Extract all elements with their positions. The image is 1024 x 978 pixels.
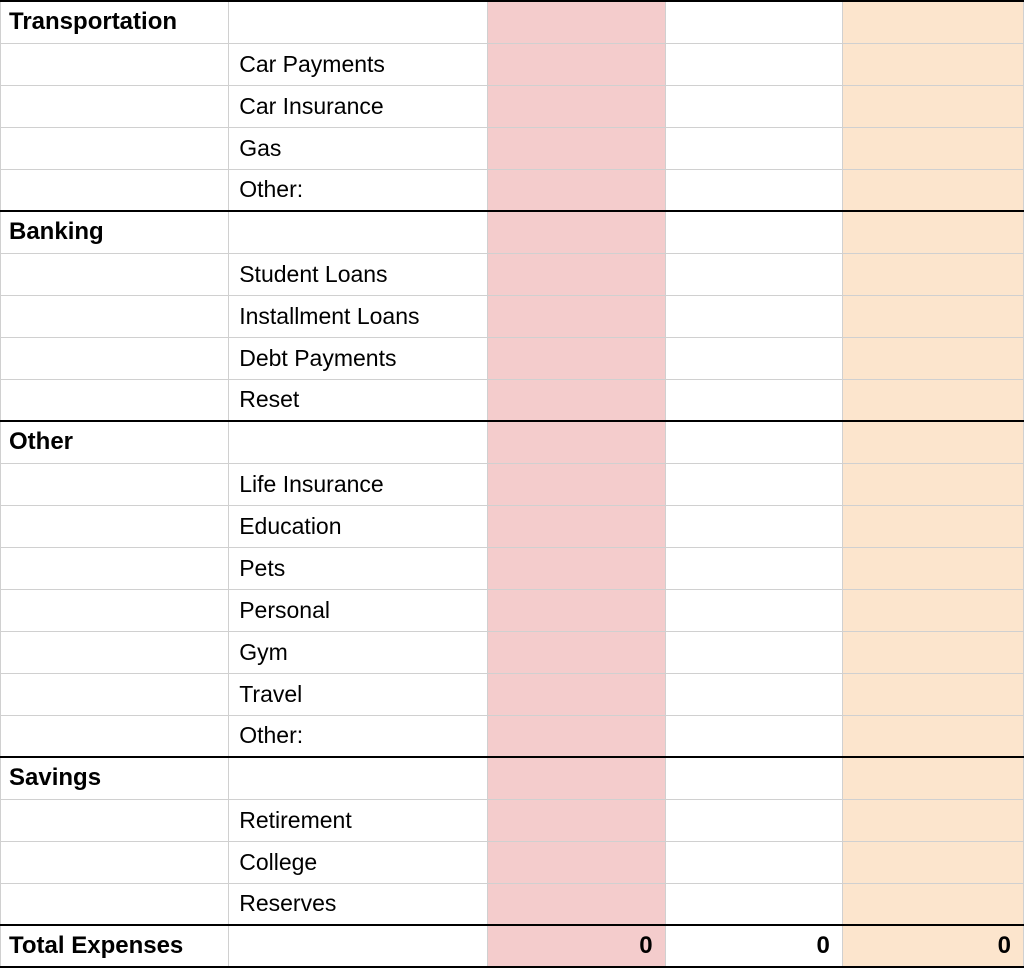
item-label-cell[interactable]: Car Insurance: [229, 85, 488, 127]
empty-category-cell[interactable]: [1, 883, 229, 925]
empty-category-cell[interactable]: [1, 43, 229, 85]
table-row: [1, 715, 1024, 757]
actual-amount-cell[interactable]: [665, 883, 842, 925]
empty-category-cell[interactable]: [1, 253, 229, 295]
planned-amount-cell[interactable]: [488, 547, 665, 589]
empty-category-cell[interactable]: [1, 547, 229, 589]
empty-category-cell[interactable]: [1, 379, 229, 421]
planned-amount-cell[interactable]: [488, 1, 665, 43]
planned-amount-cell[interactable]: [488, 631, 665, 673]
category-label-cell[interactable]: Banking: [1, 211, 229, 253]
planned-amount-cell[interactable]: [488, 757, 665, 799]
planned-amount-cell[interactable]: [488, 421, 665, 463]
empty-item-cell[interactable]: [229, 421, 488, 463]
table-row: [1, 841, 1024, 883]
empty-item-cell[interactable]: [229, 757, 488, 799]
table-row: [1, 295, 1024, 337]
difference-amount-cell[interactable]: [842, 295, 1023, 337]
table-row: [1, 673, 1024, 715]
empty-category-cell[interactable]: [1, 799, 229, 841]
planned-amount-cell[interactable]: [488, 337, 665, 379]
budget-table-body: [1, 1, 1024, 967]
item-label-cell[interactable]: Life Insurance: [229, 463, 488, 505]
planned-amount-cell[interactable]: [488, 127, 665, 169]
category-label-cell[interactable]: Transportation: [1, 1, 229, 43]
difference-amount-cell[interactable]: [842, 337, 1023, 379]
difference-amount-cell[interactable]: 0: [842, 925, 1023, 967]
planned-amount-cell[interactable]: [488, 841, 665, 883]
actual-amount-cell[interactable]: [665, 85, 842, 127]
actual-amount-cell[interactable]: [665, 841, 842, 883]
actual-amount-cell[interactable]: [665, 169, 842, 211]
item-label-cell[interactable]: Other:: [229, 169, 488, 211]
planned-amount-cell[interactable]: [488, 589, 665, 631]
table-row: [1, 547, 1024, 589]
table-row: [1, 799, 1024, 841]
empty-category-cell[interactable]: [1, 337, 229, 379]
planned-amount-cell[interactable]: [488, 505, 665, 547]
planned-amount-cell[interactable]: [488, 169, 665, 211]
empty-item-cell[interactable]: [229, 1, 488, 43]
actual-amount-cell[interactable]: [665, 463, 842, 505]
empty-category-cell[interactable]: [1, 127, 229, 169]
planned-amount-cell[interactable]: 0: [488, 925, 665, 967]
difference-amount-cell[interactable]: [842, 757, 1023, 799]
item-label-cell[interactable]: Retirement: [229, 799, 488, 841]
actual-amount-cell[interactable]: [665, 715, 842, 757]
table-row: [1, 463, 1024, 505]
planned-amount-cell[interactable]: [488, 883, 665, 925]
difference-amount-cell[interactable]: [842, 463, 1023, 505]
item-label-cell[interactable]: Gym: [229, 631, 488, 673]
total-row: [1, 925, 1024, 967]
planned-amount-cell[interactable]: [488, 463, 665, 505]
item-label-cell[interactable]: Gas: [229, 127, 488, 169]
table-row: [1, 253, 1024, 295]
empty-category-cell[interactable]: [1, 715, 229, 757]
table-row: [1, 85, 1024, 127]
difference-amount-cell[interactable]: [842, 127, 1023, 169]
actual-amount-cell[interactable]: [665, 43, 842, 85]
actual-amount-cell[interactable]: [665, 631, 842, 673]
item-label-cell[interactable]: Education: [229, 505, 488, 547]
planned-amount-cell[interactable]: [488, 295, 665, 337]
actual-amount-cell[interactable]: [665, 1, 842, 43]
table-row: [1, 589, 1024, 631]
table-row: [1, 43, 1024, 85]
item-label-cell[interactable]: Student Loans: [229, 253, 488, 295]
planned-amount-cell[interactable]: [488, 211, 665, 253]
planned-amount-cell[interactable]: [488, 253, 665, 295]
actual-amount-cell[interactable]: [665, 673, 842, 715]
actual-amount-cell[interactable]: [665, 547, 842, 589]
empty-category-cell[interactable]: [1, 841, 229, 883]
difference-amount-cell[interactable]: [842, 673, 1023, 715]
empty-category-cell[interactable]: [1, 169, 229, 211]
actual-amount-cell[interactable]: [665, 295, 842, 337]
actual-amount-cell[interactable]: 0: [665, 925, 842, 967]
actual-amount-cell[interactable]: [665, 253, 842, 295]
difference-amount-cell[interactable]: [842, 211, 1023, 253]
difference-amount-cell[interactable]: [842, 379, 1023, 421]
empty-category-cell[interactable]: [1, 85, 229, 127]
difference-amount-cell[interactable]: [842, 631, 1023, 673]
difference-amount-cell[interactable]: [842, 43, 1023, 85]
actual-amount-cell[interactable]: [665, 799, 842, 841]
planned-amount-cell[interactable]: [488, 379, 665, 421]
planned-amount-cell[interactable]: [488, 799, 665, 841]
difference-amount-cell[interactable]: [842, 1, 1023, 43]
item-label-cell[interactable]: Travel: [229, 673, 488, 715]
actual-amount-cell[interactable]: [665, 589, 842, 631]
empty-item-cell[interactable]: [229, 925, 488, 967]
table-row: [1, 505, 1024, 547]
table-row: [1, 379, 1024, 421]
actual-amount-cell[interactable]: [665, 757, 842, 799]
empty-category-cell[interactable]: [1, 631, 229, 673]
table-row: [1, 169, 1024, 211]
table-row: [1, 337, 1024, 379]
item-label-cell[interactable]: Pets: [229, 547, 488, 589]
actual-amount-cell[interactable]: [665, 421, 842, 463]
actual-amount-cell[interactable]: [665, 379, 842, 421]
actual-amount-cell[interactable]: [665, 505, 842, 547]
planned-amount-cell[interactable]: [488, 715, 665, 757]
actual-amount-cell[interactable]: [665, 211, 842, 253]
difference-amount-cell[interactable]: [842, 85, 1023, 127]
actual-amount-cell[interactable]: [665, 127, 842, 169]
table-row: [1, 631, 1024, 673]
empty-category-cell[interactable]: [1, 589, 229, 631]
difference-amount-cell[interactable]: [842, 169, 1023, 211]
category-row: [1, 421, 1024, 463]
difference-amount-cell[interactable]: [842, 253, 1023, 295]
planned-amount-cell[interactable]: [488, 43, 665, 85]
item-label-cell[interactable]: Car Payments: [229, 43, 488, 85]
difference-amount-cell[interactable]: [842, 883, 1023, 925]
empty-category-cell[interactable]: [1, 295, 229, 337]
difference-amount-cell[interactable]: [842, 421, 1023, 463]
difference-amount-cell[interactable]: [842, 589, 1023, 631]
difference-amount-cell[interactable]: [842, 841, 1023, 883]
difference-amount-cell[interactable]: [842, 799, 1023, 841]
empty-category-cell[interactable]: [1, 505, 229, 547]
planned-amount-cell[interactable]: [488, 85, 665, 127]
empty-category-cell[interactable]: [1, 463, 229, 505]
table-row: [1, 883, 1024, 925]
difference-amount-cell[interactable]: [842, 505, 1023, 547]
item-label-cell[interactable]: Installment Loans: [229, 295, 488, 337]
table-row: [1, 127, 1024, 169]
planned-amount-cell[interactable]: [488, 673, 665, 715]
category-row: [1, 757, 1024, 799]
category-row: [1, 211, 1024, 253]
category-row: [1, 1, 1024, 43]
actual-amount-cell[interactable]: [665, 337, 842, 379]
category-label-cell[interactable]: Other: [1, 421, 229, 463]
empty-category-cell[interactable]: [1, 673, 229, 715]
item-label-cell[interactable]: Other:: [229, 715, 488, 757]
difference-amount-cell[interactable]: [842, 715, 1023, 757]
category-label-cell[interactable]: Savings: [1, 757, 229, 799]
difference-amount-cell[interactable]: [842, 547, 1023, 589]
item-label-cell[interactable]: Reserves: [229, 883, 488, 925]
total-label-cell[interactable]: Total Expenses: [1, 925, 229, 967]
empty-item-cell[interactable]: [229, 211, 488, 253]
item-label-cell[interactable]: Personal: [229, 589, 488, 631]
item-label-cell[interactable]: Reset: [229, 379, 488, 421]
item-label-cell[interactable]: College: [229, 841, 488, 883]
item-label-cell[interactable]: Debt Payments: [229, 337, 488, 379]
